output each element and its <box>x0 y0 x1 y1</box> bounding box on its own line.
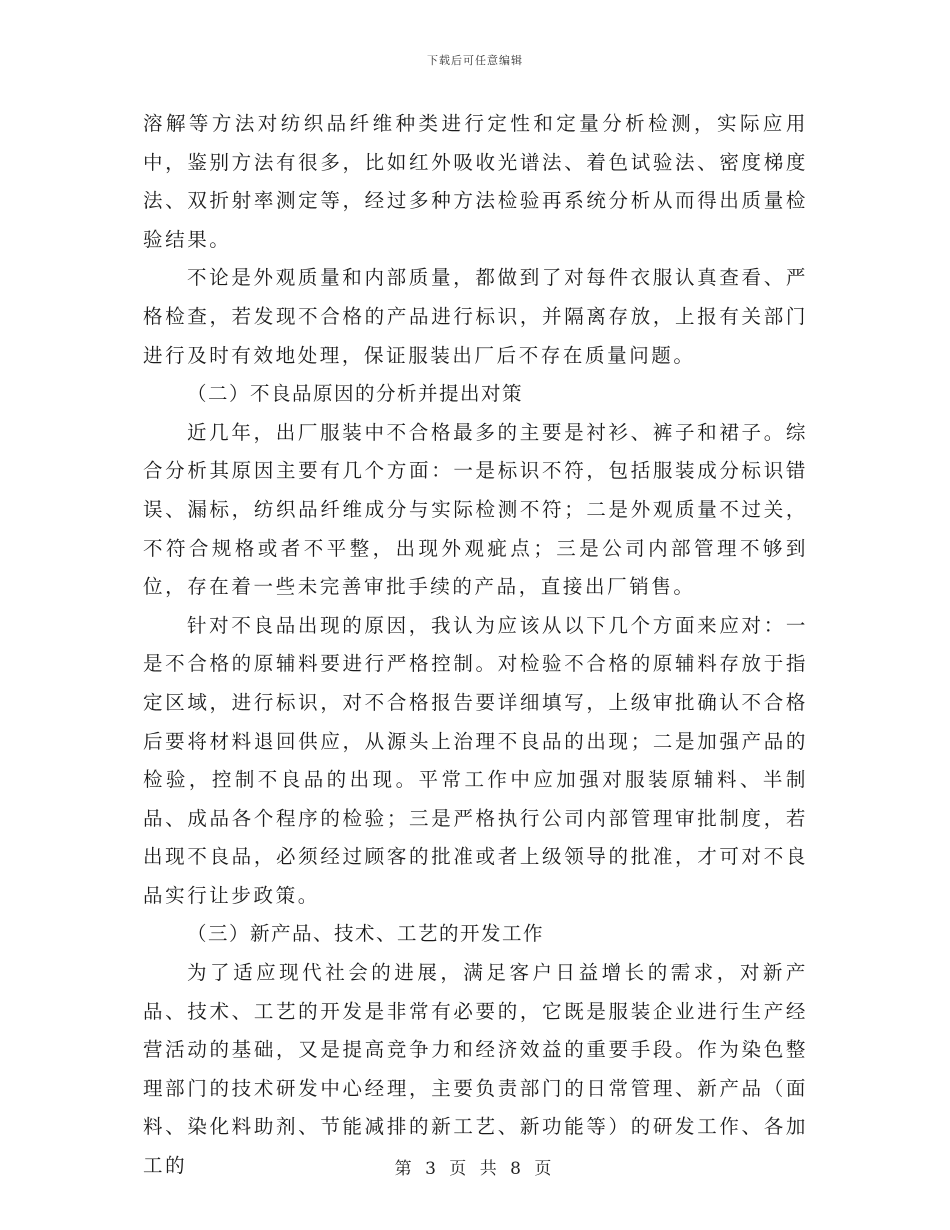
section-heading-2: （二）不良品原因的分析并提出对策 <box>187 382 524 406</box>
page-header: 下载后可任意编辑 <box>427 54 523 67</box>
paragraph-development: 为了适应现代社会的进展，满足客户日益增长的需求，对新产品、技术、工艺的开发是非常有必要的，它既是服装企业进行生产经营活动的基础，又是提高竞争力和经济效益的重要手段。作为染色整理部门的技术研发中心经理，主要负责部门的日常管理、新产品（面料、染化料助剂、节能减排的新工艺、新功能等）的研发工作、各加工的 <box>143 961 808 1178</box>
paragraph-countermeasures: 针对不良品出现的原因，我认为应该从以下几个方面来应对：一是不合格的原辅料要进行严格控制。对检验不合格的原辅料存放于指定区域，进行标识，对不合格报告要详细填写，上级审批确认不合格后要将材料退回供应，从源头上治理不良品的出现；二是加强产品的检验，控制不良品的出现。平常工作中应加强对服装原辅料、半制品、成品各个程序的检验；三是严格执行公司内部管理审批制度，若出现不良品，必须经过顾客的批准或者上级领导的批准，才可对不良品实行让步政策。 <box>143 613 808 907</box>
paragraph-quality-inspection: 不论是外观质量和内部质量，都做到了对每件衣服认真查看、严格检查，若发现不合格的产品进行标识，并隔离存放，上报有关部门进行及时有效地处理，保证服装出厂后不存在质量问题。 <box>143 266 808 367</box>
page-number: 第 3 页 共 8 页 <box>394 1159 556 1179</box>
paragraph-defect-causes: 近几年，出厂服装中不合格最多的主要是衬衫、裤子和裙子。综合分析其原因主要有几个方面：一是标识不符，包括服装成分标识错误、漏标，纺织品纤维成分与实际检测不符；二是外观质量不过关，不符合规格或者不平整，出现外观疵点；三是公司内部管理不够到位，存在着一些未完善审批手续的产品，直接出厂销售。 <box>143 420 808 599</box>
document-body <box>143 105 808 1186</box>
paragraph-continued: 溶解等方法对纺织品纤维种类进行定性和定量分析检测，实际应用中，鉴别方法有很多，比如红外吸收光谱法、着色试验法、密度梯度法、双折射率测定等，经过多种方法检验再系统分析从而得出质量检验结果。 <box>143 112 808 251</box>
section-heading-3: （三）新产品、技术、工艺的开发工作 <box>187 922 545 946</box>
